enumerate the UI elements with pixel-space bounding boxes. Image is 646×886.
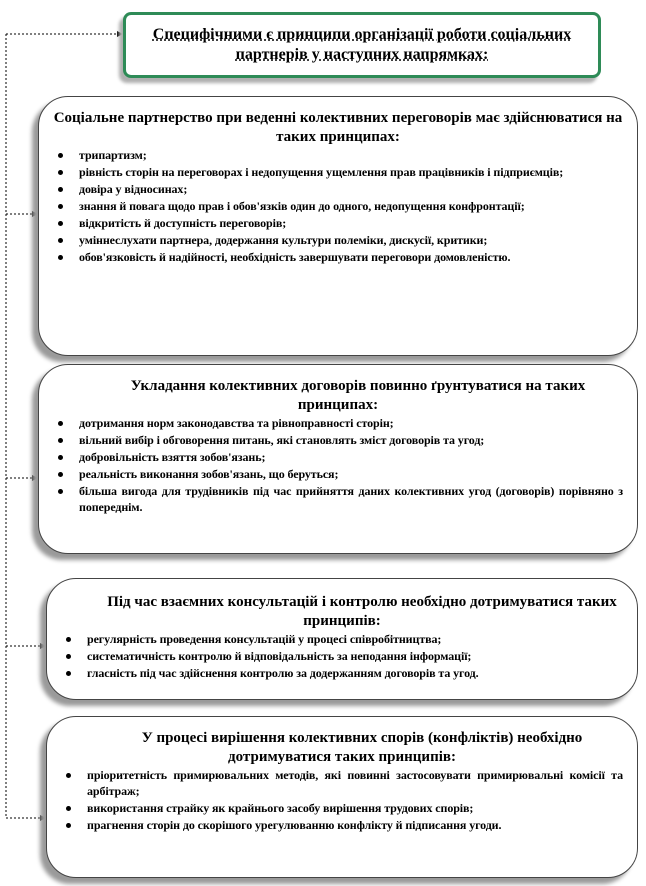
list-item: рівність сторін на переговорах і недопущення ущемлення прав працівників і підприємців; [53, 164, 623, 180]
panel-heading: У процесі вирішення колективних спорів (конфліктів) необхідно дотримуватися таких принципів: [141, 730, 583, 765]
collective-negotiations-panel [38, 96, 638, 356]
bullet-icon [58, 455, 63, 460]
bullet-icon [66, 823, 71, 828]
bullet-icon [66, 806, 71, 811]
collective-disputes-panel [46, 716, 638, 878]
bullet-icon [58, 421, 63, 426]
bullet-icon [58, 489, 63, 494]
list-item: трипартизм; [53, 147, 623, 163]
list-item: реальність виконання зобов'язань, що беруться; [53, 466, 623, 482]
consultations-control-panel [46, 578, 638, 700]
list-item: регулярність проведення консультацій у процесі співробітництва; [61, 631, 623, 647]
list-item: гласність під час здійснення контролю за додержанням договорів та угод. [61, 665, 623, 681]
list-item: добровільність взяття зобов'язань; [53, 449, 623, 465]
panel-heading: Під час взаємних консультацій і контролю необхідно дотримуватися таких принципів: [107, 594, 617, 629]
principles-list [53, 147, 623, 265]
principles-list [53, 415, 623, 515]
principles-list [61, 631, 623, 681]
bullet-icon [58, 438, 63, 443]
bullet-icon [66, 637, 71, 642]
list-item: використання страйку як крайнього засобу вирішення трудових спорів; [61, 800, 623, 816]
principles-list [61, 767, 623, 833]
bullet-icon [66, 671, 71, 676]
list-item: пріоритетність примирювальних методів, які повинні застосовувати примирювальні комісії та арбітраж; [61, 767, 623, 799]
bullet-icon [58, 187, 63, 192]
title-box [123, 12, 601, 78]
list-item: обов'язковість й надійності, необхідність завершувати переговори домовленістю. [53, 249, 623, 265]
list-item: відкритість й доступність переговорів; [53, 215, 623, 231]
list-item: уміннеслухати партнера, додержання культури полеміки, дискусії, критики; [53, 232, 623, 248]
list-item: довіра у відносинах; [53, 181, 623, 197]
collective-agreements-panel [38, 364, 638, 554]
bullet-icon [58, 170, 63, 175]
list-item: більша вигода для трудівників під час прийняття даних колективних угод (договорів) порівняно з попереднім. [53, 483, 623, 515]
bullet-icon [58, 221, 63, 226]
list-item: прагнення сторін до скорішого урегулюванню конфлікту й підписання угоди. [61, 817, 623, 833]
list-item: знання й повага щодо прав і обов'язків один до одного, недопущення конфронтації; [53, 198, 623, 214]
panel-heading: Укладання колективних договорів повинно ґрунтуватися на таких принципах: [130, 378, 586, 413]
bullet-icon [58, 153, 63, 158]
bullet-icon [58, 472, 63, 477]
bullet-icon [58, 238, 63, 243]
list-item: дотримання норм законодавства та рівноправності сторін; [53, 415, 623, 431]
bullet-icon [66, 773, 71, 778]
bullet-icon [66, 654, 71, 659]
list-item: систематичність контролю й відповідальність за неподання інформації; [61, 648, 623, 664]
bullet-icon [58, 255, 63, 260]
bullet-icon [58, 204, 63, 209]
panel-heading: Соціальне партнерство при веденні колективних переговорів має здійснюватися на таких принципах: [53, 110, 623, 145]
title-text: Специфічними є принципи організації роботи соціальних партнерів у наступних напрямках: [152, 26, 572, 63]
list-item: вільний вибір і обговорення питань, які становлять зміст договорів та угод; [53, 432, 623, 448]
